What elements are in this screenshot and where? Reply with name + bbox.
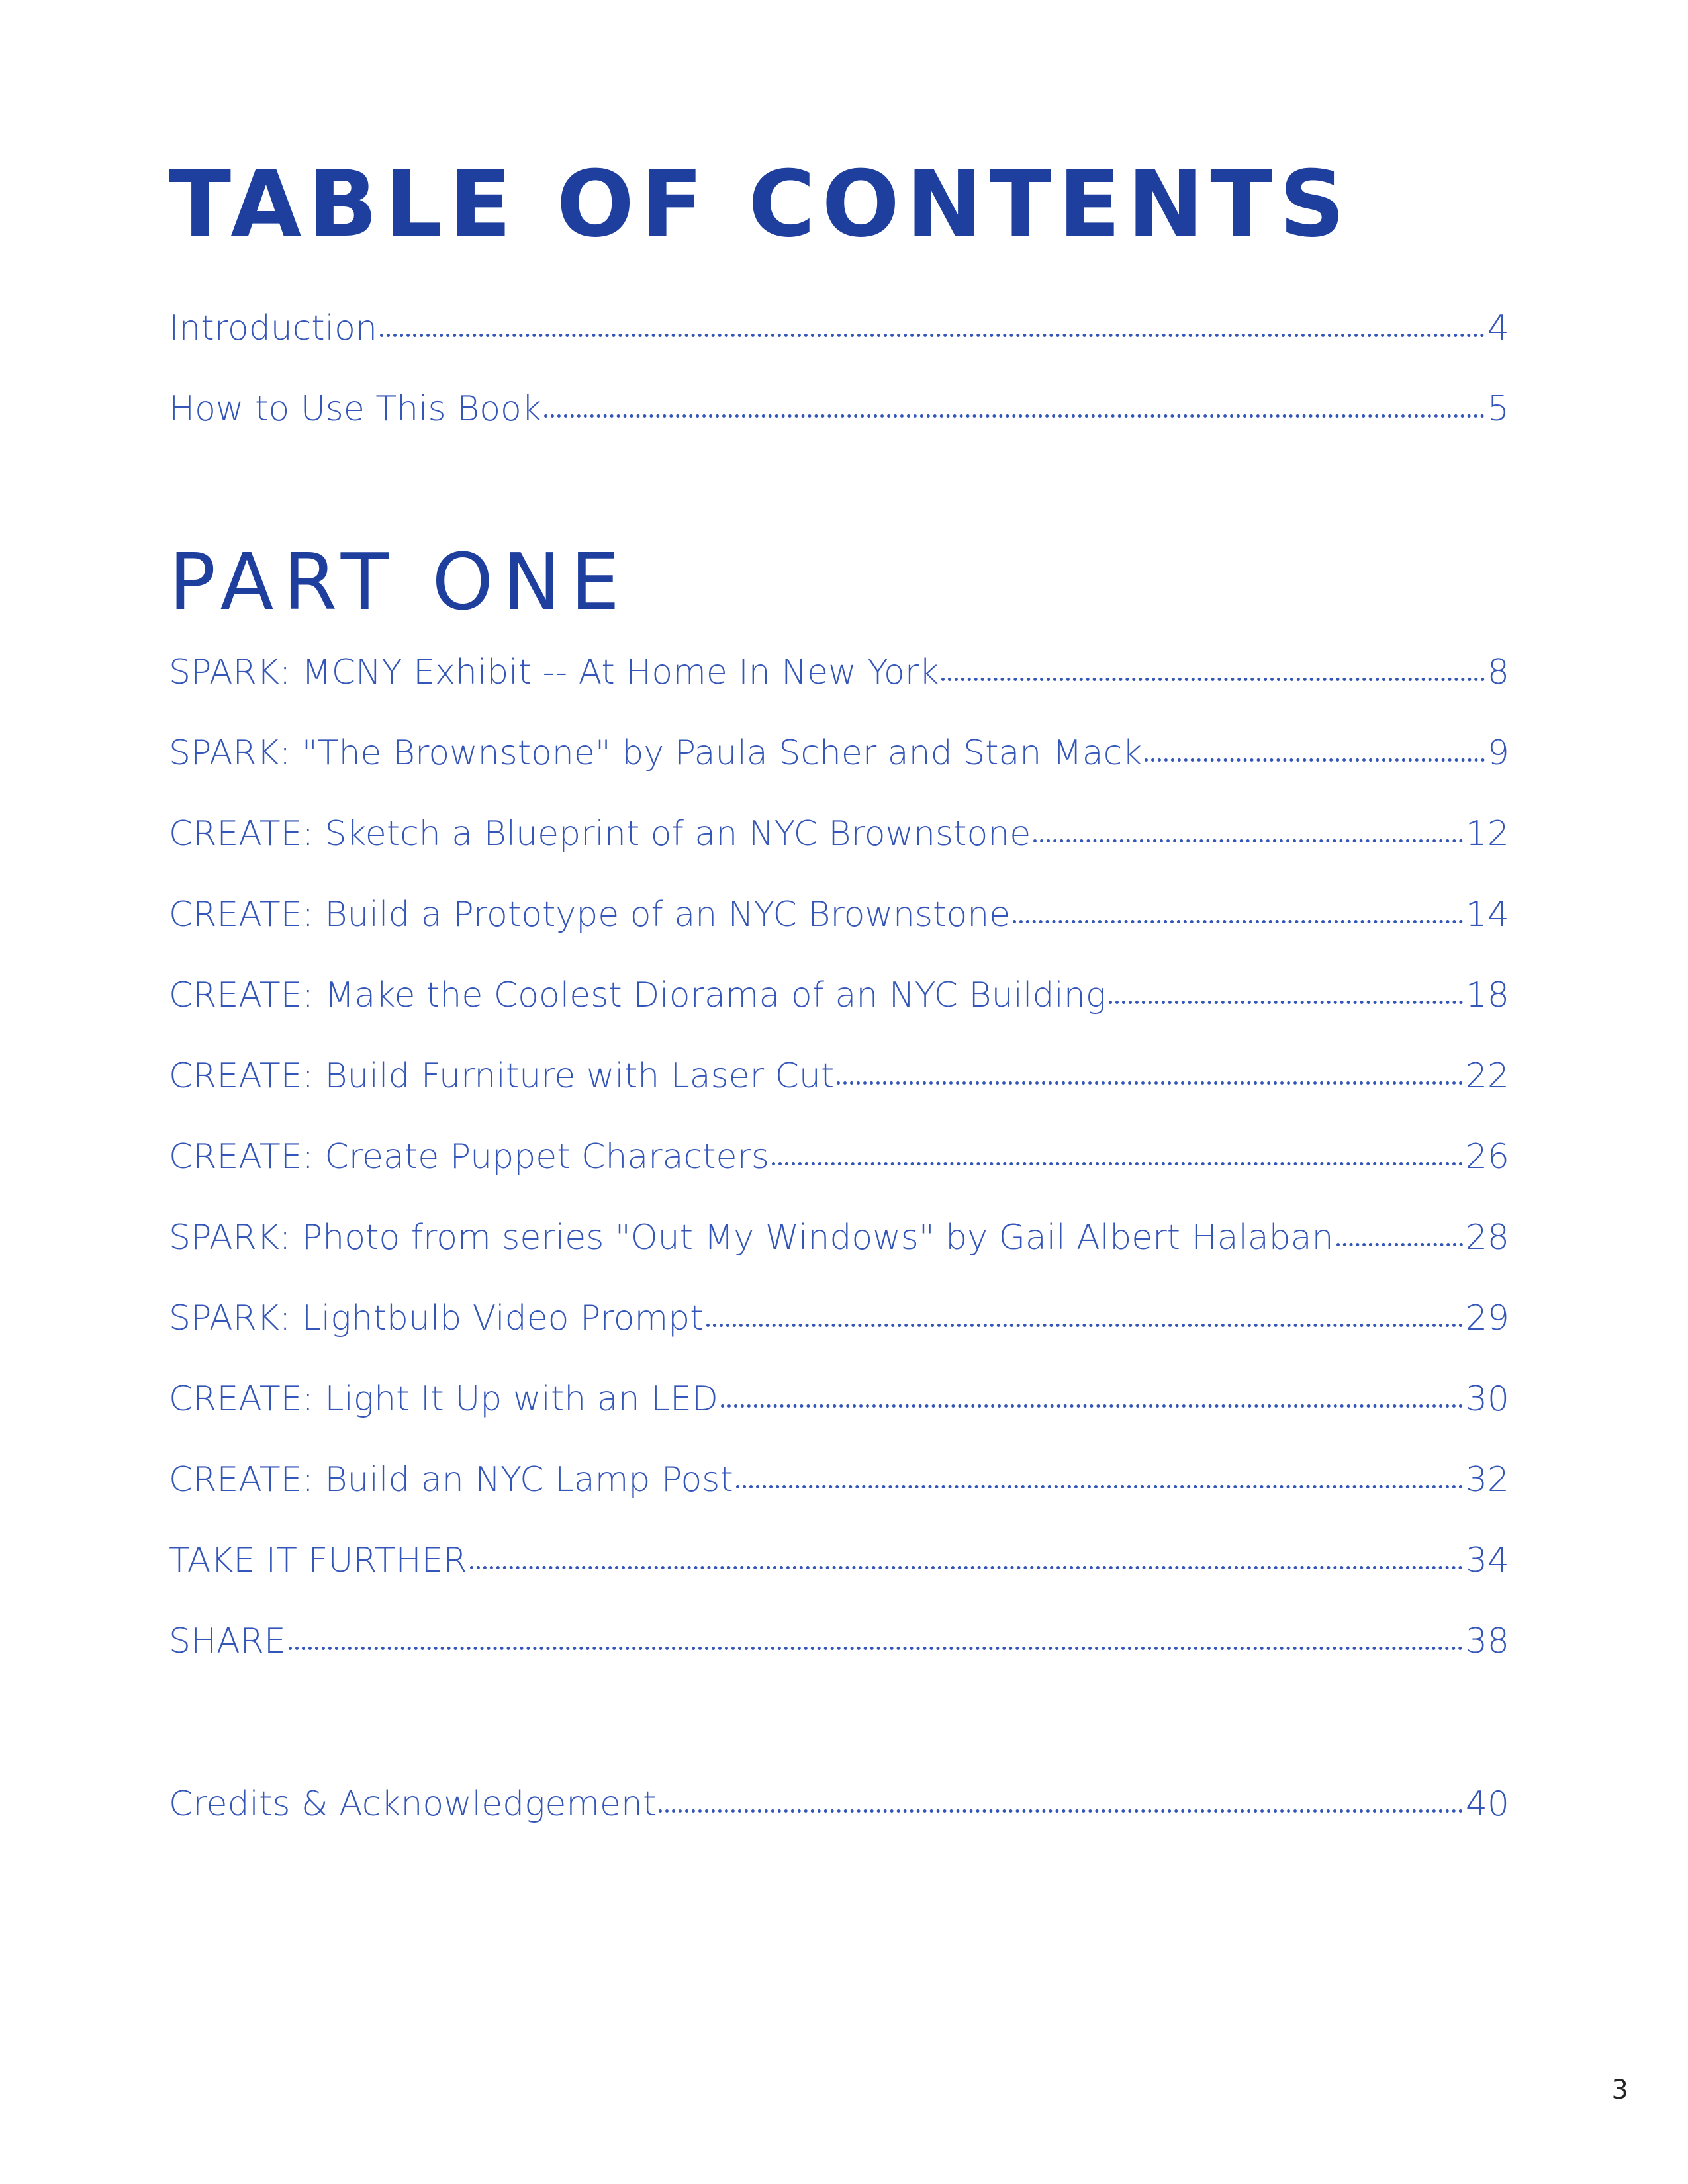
toc-entry[interactable] [169, 655, 1509, 736]
dot-leader [1145, 758, 1485, 762]
dot-leader [736, 1485, 1463, 1488]
toc-entry[interactable] [169, 308, 1509, 392]
toc-entry[interactable] [169, 1220, 1509, 1301]
dot-leader [837, 1081, 1463, 1085]
toc-entry-label: SPARK: Photo from series "Out My Windows" by Gail Albert Halaban [169, 1218, 1334, 1257]
toc-entry[interactable] [169, 978, 1509, 1059]
toc-entry[interactable] [169, 1298, 1509, 1382]
dot-leader [721, 1404, 1463, 1408]
toc-entry-page: 30 [1465, 1379, 1509, 1419]
toc-entry-page: 14 [1465, 895, 1509, 934]
toc-entry-page: 32 [1465, 1460, 1509, 1500]
dot-leader [1033, 839, 1463, 842]
toc-intro-list [169, 308, 1509, 473]
toc-closing-list [169, 1784, 1509, 1868]
toc-entry[interactable] [169, 1784, 1509, 1868]
toc-entry-label: CREATE: Make the Coolest Diorama of an NYC Building [169, 976, 1107, 1015]
dot-leader [380, 334, 1485, 337]
toc-entry-label: CREATE: Light It Up with an LED [169, 1379, 718, 1419]
toc-entry[interactable] [169, 1621, 1509, 1705]
toc-entry-label: CREATE: Build Furniture with Laser Cut [169, 1056, 835, 1096]
toc-entry-page: 22 [1465, 1056, 1509, 1096]
toc-entry-label: CREATE: Build an NYC Lamp Post [169, 1460, 733, 1500]
dot-leader [544, 414, 1485, 418]
toc-entry-page: 26 [1465, 1137, 1509, 1177]
toc-entry[interactable] [169, 389, 1509, 473]
toc-entry-page: 18 [1465, 976, 1509, 1015]
toc-entry[interactable] [169, 733, 1509, 817]
dot-leader [1336, 1243, 1463, 1246]
toc-entry-page: 12 [1465, 814, 1509, 854]
toc-entry-page: 4 [1487, 308, 1509, 348]
toc-entry-label: CREATE: Sketch a Blueprint of an NYC Brownstone [169, 814, 1031, 854]
toc-entry-label: SPARK: "The Brownstone" by Paula Scher and Stan Mack [169, 733, 1143, 773]
toc-entry[interactable] [169, 1460, 1509, 1543]
toc-entry-page: 28 [1465, 1218, 1509, 1257]
toc-entry-label: How to Use This Book [169, 389, 541, 429]
toc-entry-label: CREATE: Build a Prototype of an NYC Brownstone [169, 895, 1011, 934]
toc-entry-page: 40 [1465, 1784, 1509, 1824]
toc-entry[interactable] [169, 1379, 1509, 1463]
dot-leader [1109, 1001, 1463, 1004]
dot-leader [289, 1647, 1463, 1650]
dot-leader [706, 1324, 1463, 1327]
page-title: TABLE OF CONTENTS [169, 151, 1352, 257]
toc-entry-page: 8 [1487, 653, 1509, 692]
toc-entry[interactable] [169, 1137, 1509, 1220]
dot-leader [470, 1566, 1463, 1569]
toc-entry-label: SHARE [169, 1621, 286, 1661]
toc-entry[interactable] [169, 897, 1509, 978]
toc-entry-label: SPARK: MCNY Exhibit -- At Home In New York [169, 653, 939, 692]
toc-entry-label: SPARK: Lightbulb Video Prompt [169, 1298, 704, 1338]
toc-entry-page: 29 [1465, 1298, 1509, 1338]
toc-entry-page: 38 [1465, 1621, 1509, 1661]
page-number: 3 [1611, 2075, 1628, 2105]
toc-entry-page: 9 [1487, 733, 1509, 773]
dot-leader [659, 1809, 1462, 1813]
toc-entry-label: Introduction [169, 308, 377, 348]
toc-entry-label: CREATE: Create Puppet Characters [169, 1137, 769, 1177]
toc-entry[interactable] [169, 814, 1509, 897]
toc-entry[interactable] [169, 1543, 1509, 1624]
dot-leader [1013, 920, 1463, 923]
part-one-heading: PART ONE [169, 536, 630, 627]
toc-entry[interactable] [169, 1056, 1509, 1140]
toc-entry-label: TAKE IT FURTHER [169, 1541, 467, 1580]
dot-leader [941, 678, 1485, 681]
toc-part-one-list [169, 655, 1509, 1705]
toc-entry-label: Credits & Acknowledgement [169, 1784, 657, 1824]
toc-entry-page: 34 [1465, 1541, 1509, 1580]
dot-leader [772, 1162, 1463, 1165]
toc-entry-page: 5 [1487, 389, 1509, 429]
